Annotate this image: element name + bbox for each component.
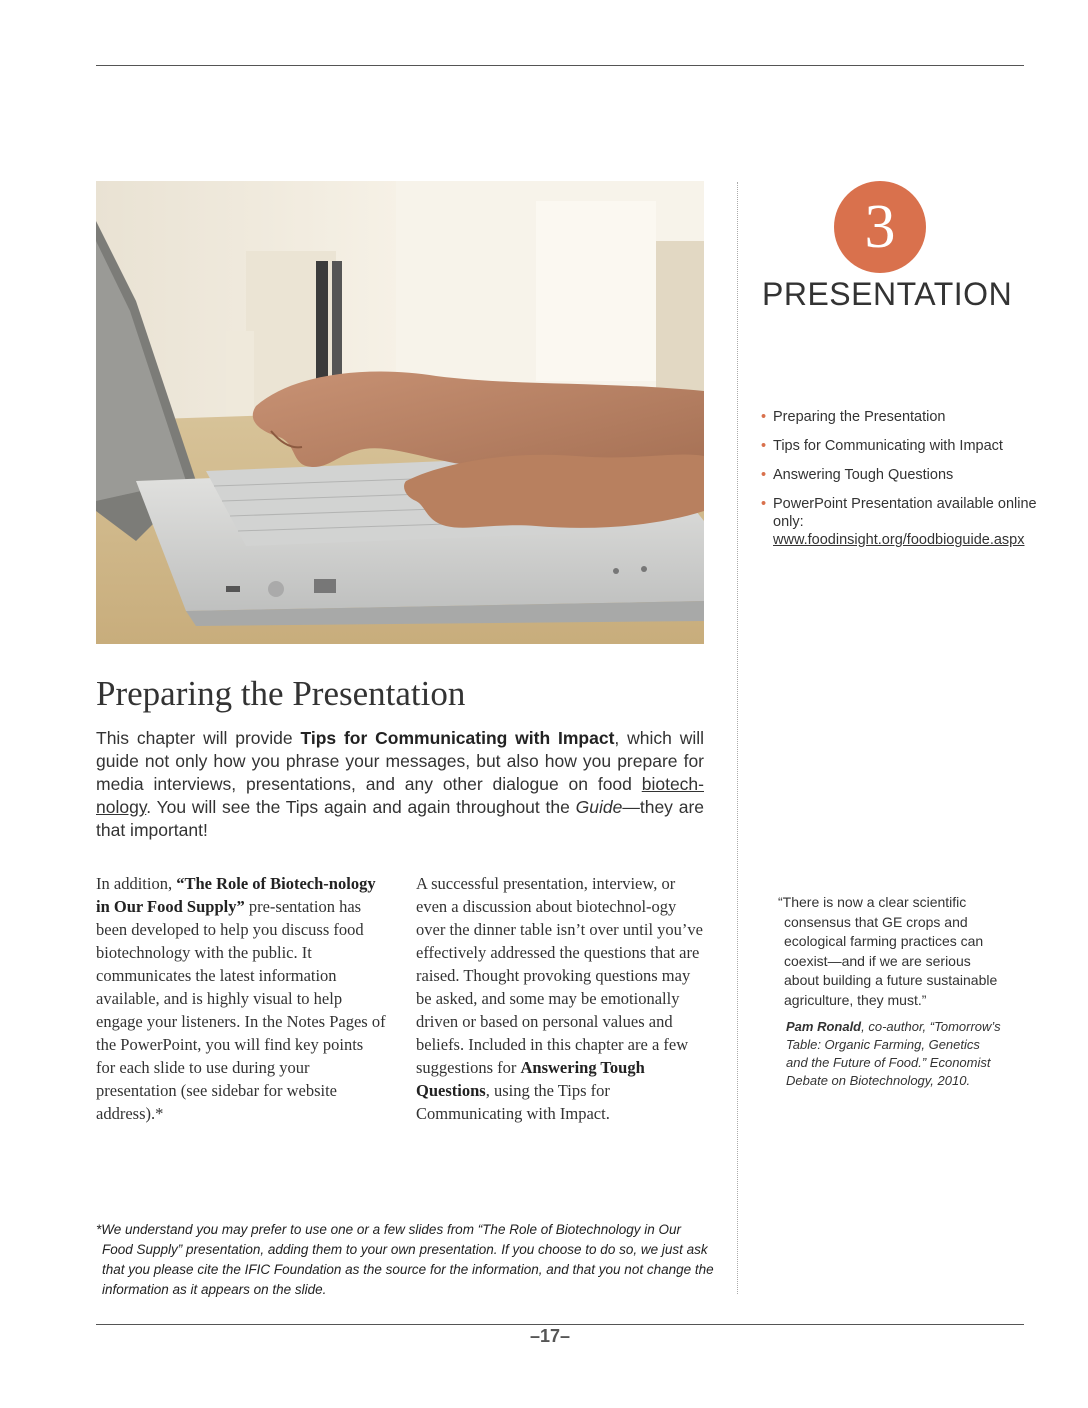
guide-website-link[interactable]: www.foodinsight.org/foodbioguide.aspx: [773, 532, 1025, 548]
quote-author: Pam Ronald: [786, 1019, 862, 1034]
page-number: –17–: [529, 1326, 571, 1346]
bullet-icon: •: [761, 409, 767, 425]
biotechnology-link[interactable]: biotech-nology: [96, 774, 704, 817]
list-item: • Preparing the Presentation: [761, 409, 946, 425]
body-column-left: In addition, “The Role of Biotech-nology in Our Food Supply” pre-sentation has been developed to help you discuss food biotechnology with the public. It communicates the latest information available, and is highly visual to help engage your listeners. In the Notes Pages of the PowerPoint, you will find key points for each slide to use during your presentation (see sidebar for website address).*: [96, 874, 386, 1123]
column-divider: [737, 182, 738, 1294]
chapter-contents-list: [761, 408, 1051, 560]
quote-attribution: Pam Ronald, co-author, “Tomorrow’s Table: Organic Farming, Genetics and the Future of Food.” Economist Debate on Biotechnology, 2010.: [786, 1019, 1001, 1088]
body-column-right: A successful presentation, interview, or even a discussion about biotechnol-ogy over the dinner table isn’t over until you’ve effectively addressed the questions that are raised. Thought provoking questions may be asked, and some may be emotionally driven or based on personal values and beliefs. Included in this chapter are a few suggestions for Answering Tough Questions, using the Tips for Communicating with Impact.: [416, 874, 703, 1123]
pull-quote: [778, 893, 1003, 1090]
bullet-icon: •: [761, 496, 767, 512]
chapter-number-badge: 3: [834, 181, 926, 273]
list-item: • Tips for Communicating with Impact: [761, 438, 1003, 454]
laptop-typing-photo: [96, 181, 704, 644]
chapter-title: PRESENTATION: [762, 276, 1013, 312]
footnote: *We understand you may prefer to use one or a few slides from “The Role of Biotechnology in Our Food Supply” presentation, adding them to your own presentation. If you choose to do so, we just ask that you please cite the IFIC Foundation as the source for the information, and that you not change the information as it appears on the slide.: [96, 1222, 714, 1297]
bottom-rule: [96, 1324, 1024, 1325]
intro-paragraph: This chapter will provide Tips for Communicating with Impact, which will guide not only how you phrase your messages, but also how you prepare for media interviews, presentations, and any other dialogue on food biotech-nology. You will see the Tips again and again throughout the Guide—they are that important!: [96, 728, 705, 840]
section-heading: Preparing the Presentation: [96, 674, 466, 713]
list-item: • Answering Tough Questions: [761, 467, 954, 483]
quote-text: “There is now a clear scientific consensus that GE crops and ecological farming practices can coexist—and if we are serious about building a future sustainable agriculture, they must.”: [778, 894, 998, 1008]
list-item: • PowerPoint Presentation available online only: www.foodinsight.org/foodbioguide.aspx: [761, 495, 1051, 549]
bullet-icon: •: [761, 438, 767, 454]
bullet-icon: •: [761, 467, 767, 483]
top-rule: [96, 65, 1024, 66]
